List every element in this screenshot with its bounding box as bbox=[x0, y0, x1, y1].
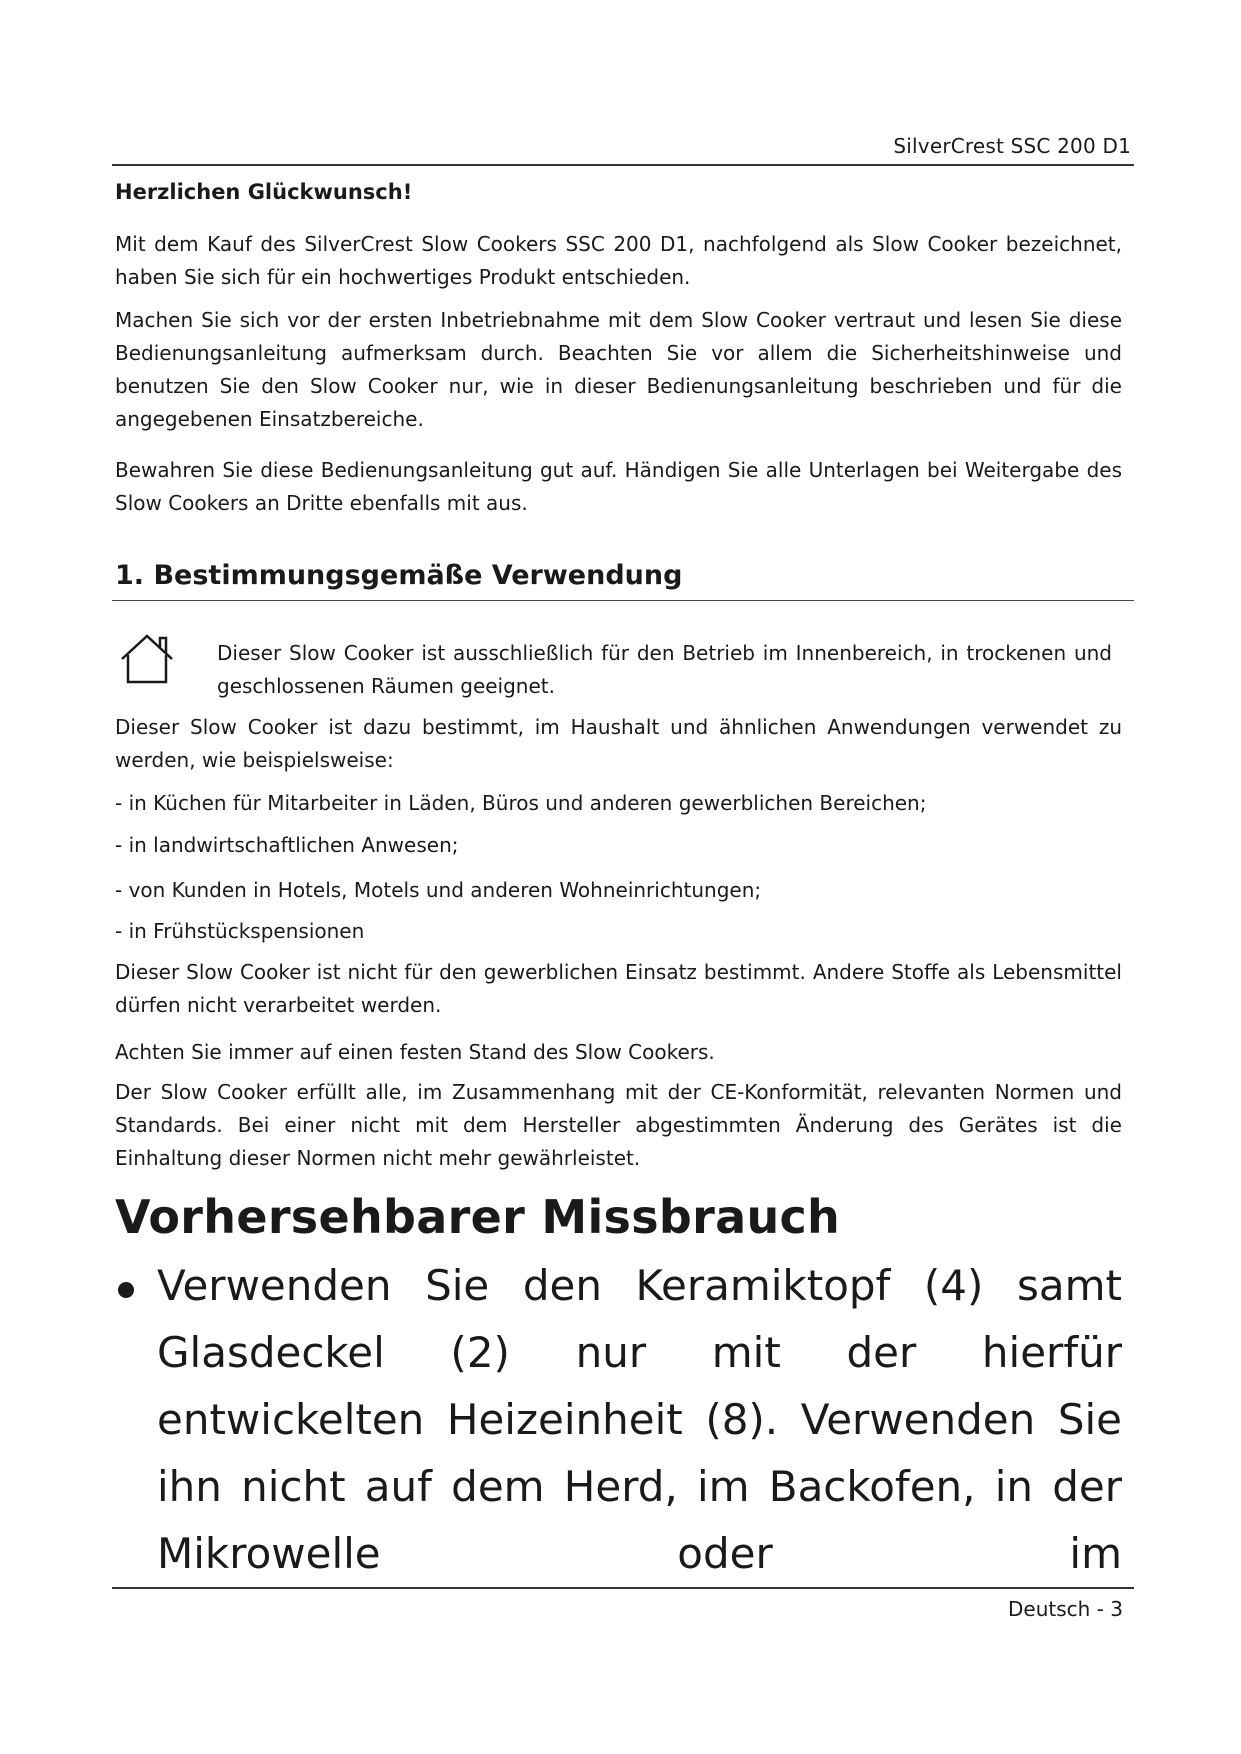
usage-list-item: - in Frühstückspensionen bbox=[115, 919, 365, 943]
section-rule bbox=[112, 600, 1134, 601]
usage-intro: Dieser Slow Cooker ist dazu bestimmt, im Haushalt und ähnlichen Anwendungen verwendet zu werden, wie beispielsweise: bbox=[115, 715, 1122, 772]
intro-paragraph-2: Machen Sie sich vor der ersten Inbetriebnahme mit dem Slow Cooker vertraut und lesen Sie diese Bedienungsanleitung aufmerksam durch. Beachten Sie vor allem die Sicherheitshinweise und benutzen Sie den Slow Cooker nur, wie in dieser Bedienungsanleitung beschrieben und für die angegebenen Einsatzbereiche. bbox=[115, 308, 1122, 431]
stand-paragraph: Achten Sie immer auf einen festen Stand des Slow Cookers. bbox=[115, 1040, 715, 1064]
page-number: Deutsch - 3 bbox=[1008, 1597, 1123, 1621]
intro-paragraph-1: Mit dem Kauf des SilverCrest Slow Cookers SSC 200 D1, nachfolgend als Slow Cooker bezeichnet, haben Sie sich für ein hochwertiges Produkt entschieden. bbox=[115, 232, 1122, 289]
bullet-icon bbox=[118, 1282, 134, 1298]
header-rule bbox=[112, 164, 1134, 166]
conformity-paragraph: Der Slow Cooker erfüllt alle, im Zusammenhang mit der CE-Konformität, relevanten Normen und Standards. Bei einer nicht mit dem Hersteller abgestimmten Änderung des Gerätes ist die Einhaltung dieser Normen nicht mehr gewährleistet. bbox=[115, 1080, 1122, 1170]
greeting-heading: Herzlichen Glückwunsch! bbox=[115, 180, 413, 204]
intro-paragraph-3: Bewahren Sie diese Bedienungsanleitung gut auf. Händigen Sie alle Unterlagen bei Weitergabe des Slow Cookers an Dritte ebenfalls mit aus. bbox=[115, 458, 1122, 515]
commercial-paragraph: Dieser Slow Cooker ist nicht für den gewerblichen Einsatz bestimmt. Andere Stoffe als Lebensmittel dürfen nicht verarbeitet werden. bbox=[115, 960, 1122, 1017]
misuse-heading: Vorhersehbarer Missbrauch bbox=[115, 1190, 841, 1244]
indoor-note: Dieser Slow Cooker ist ausschließlich für den Betrieb im Innenbereich, in trockenen und geschlossenen Räumen geeignet. bbox=[217, 641, 1112, 698]
house-icon bbox=[118, 632, 176, 686]
usage-list-item: - von Kunden in Hotels, Motels und anderen Wohneinrichtungen; bbox=[115, 878, 762, 902]
header-brand: SilverCrest SSC 200 D1 bbox=[893, 134, 1131, 158]
misuse-bullet-text: Verwenden Sie den Keramiktopf (4) samt Glasdeckel (2) nur mit der hierfür entwickelten Heizeinheit (8). Verwenden Sie ihn nicht auf dem Herd, im Backofen, in der Mikrowelle oder im bbox=[157, 1261, 1122, 1578]
section-title: 1. Bestimmungsgemäße Verwendung bbox=[115, 560, 683, 591]
usage-list-item: - in Küchen für Mitarbeiter in Läden, Büros und anderen gewerblichen Bereichen; bbox=[115, 791, 927, 815]
usage-list-item: - in landwirtschaftlichen Anwesen; bbox=[115, 833, 459, 857]
footer-rule bbox=[112, 1587, 1134, 1589]
